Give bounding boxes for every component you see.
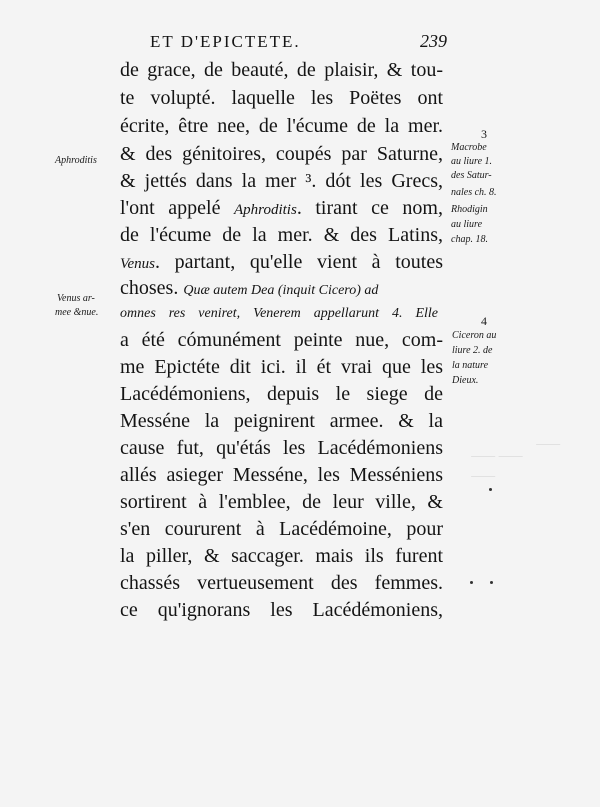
bleed-through-text: ⸻ — [535, 439, 560, 450]
page-number: 239 — [420, 31, 447, 51]
body-line-12: me Epictéte dit ici. il ét vrai que les — [120, 356, 443, 378]
venus-word: Venus — [120, 256, 155, 272]
body-text: l'ont appelé — [120, 197, 235, 219]
body-line-5: & jettés dans la mer ³. dót les Grecs, — [120, 170, 443, 192]
body-line-2: te volupté. laquelle les Poëtes ont — [120, 87, 443, 109]
left-margin-note-venus-line1: Venus ar- — [57, 293, 95, 304]
bleed-through-text: ⸻ ⸻ — [470, 451, 523, 462]
body-line-6 — [120, 194, 443, 222]
cicero-quote-start: Quæ autem Dea (inquit Cicero) ad — [183, 283, 379, 298]
body-line-13: Lacédémoniens, depuis le siege de — [120, 383, 443, 405]
body-line-20: chassés vertueusement des femmes. — [120, 572, 443, 594]
running-header: ET D'EPICTETE. — [150, 32, 301, 51]
margin-note-number-4: 4 — [481, 314, 487, 328]
body-line-7: de l'écume de la mer. & des Latins, — [120, 224, 443, 246]
margin-note-3-line: au liure — [451, 219, 483, 230]
ink-speck — [470, 581, 473, 584]
body-line-18: s'en coururent à Lacédémoine, pour — [120, 518, 443, 540]
body-line-11: a été cómunément peinte nue, com- — [120, 329, 443, 351]
margin-note-number-3: 3 — [481, 127, 487, 141]
left-margin-note-aphroditis: Aphroditis — [55, 155, 97, 166]
body-line-21: ce qu'ignorans les Lacédémoniens, — [120, 599, 443, 621]
body-text: . tirant ce nom, — [296, 197, 443, 219]
aphroditis-word: Aphroditis — [234, 202, 297, 218]
margin-note-4-line: liure 2. de — [452, 345, 493, 356]
body-line-19: la piller, & saccager. mais ils furent — [120, 545, 443, 567]
body-line-16: allés asieger Messéne, les Messéniens — [120, 464, 443, 486]
ink-speck — [489, 488, 492, 491]
body-line-15: cause fut, qu'étás les Lacédémoniens — [120, 437, 443, 459]
margin-note-4-line: la nature — [452, 360, 489, 371]
body-text: . partant, qu'elle vient à toutes — [155, 251, 443, 273]
margin-note-3-line: au liure 1. — [451, 156, 493, 167]
body-line-10: omnes res veniret, Venerem appellarunt 4. Elle — [120, 306, 438, 321]
body-line-8 — [120, 248, 443, 276]
margin-note-3-line: des Satur- — [451, 170, 492, 181]
ink-speck — [490, 581, 493, 584]
body-line-9 — [120, 274, 443, 302]
margin-note-4-line: Ciceron au — [452, 330, 497, 341]
body-line-14: Messéne la peignirent armee. & la — [120, 410, 443, 432]
margin-note-3-line: chap. 18. — [451, 234, 488, 245]
margin-note-3-line: nales ch. 8. — [451, 187, 497, 198]
body-text: choses. — [120, 277, 179, 299]
margin-note-3-line: Rhodigin — [451, 204, 488, 215]
left-margin-note-venus-line2: mee &nue. — [55, 307, 99, 318]
body-line-4: & des génitoires, coupés par Saturne, — [120, 143, 443, 165]
bleed-through-text: ⸻ — [470, 471, 495, 482]
body-line-1: de grace, de beauté, de plaisir, & tou- — [120, 59, 443, 81]
margin-note-4-line: Dieux. — [452, 375, 479, 386]
margin-note-3-line: Macrobe — [451, 142, 487, 153]
body-line-3: écrite, être nee, de l'écume de la mer. — [120, 115, 443, 137]
body-line-17: sortirent à l'emblee, de leur ville, & — [120, 491, 443, 513]
